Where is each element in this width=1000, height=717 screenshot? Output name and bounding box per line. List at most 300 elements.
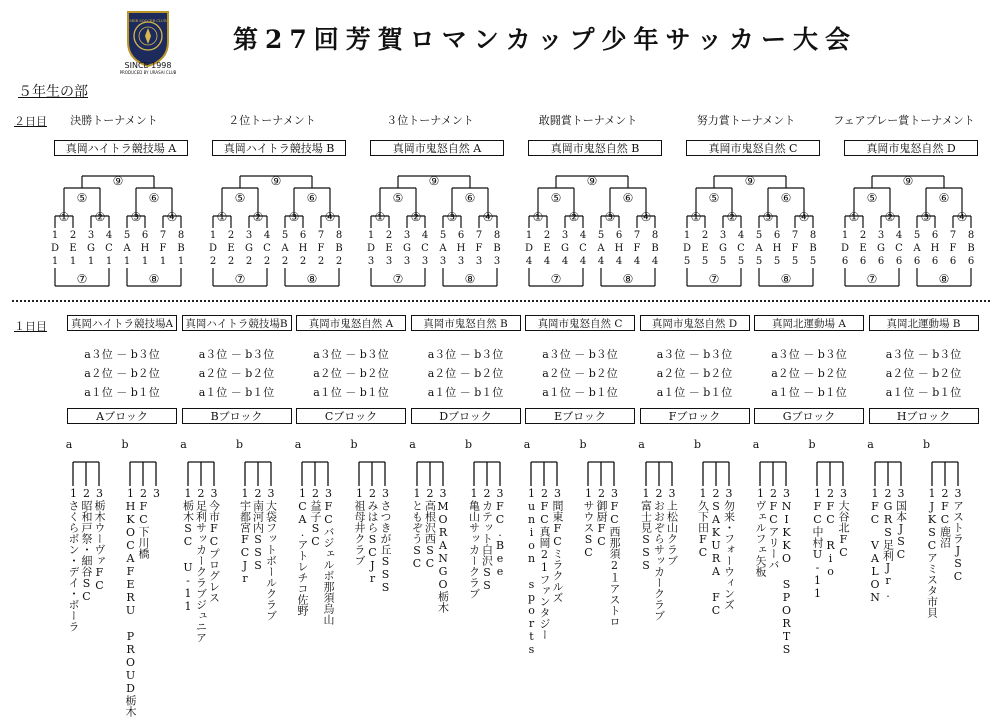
match-number: ③ xyxy=(604,210,616,224)
match-number: ⑥ xyxy=(148,191,160,205)
sub-a: a xyxy=(180,438,187,451)
match-row: a３位 － b３位 xyxy=(542,348,618,361)
group-rank: 1 xyxy=(51,256,59,267)
placement-number: ⑧ xyxy=(622,272,634,286)
sub-a: a xyxy=(867,438,874,451)
sub-b: b xyxy=(579,438,587,451)
group-rank: 6 xyxy=(895,256,903,267)
match-row: a２位 － b２位 xyxy=(542,367,618,380)
match-number: ⑥ xyxy=(306,191,318,205)
group-rank: 5 xyxy=(791,256,799,267)
slot-number: 2 xyxy=(701,230,709,241)
tournament-bracket xyxy=(364,168,514,298)
final-number: ⑨ xyxy=(270,174,282,188)
match-row: a２位 － b２位 xyxy=(84,367,160,380)
team-name: 2カテット白沢SS xyxy=(480,487,494,592)
slot-number: 4 xyxy=(263,230,271,241)
divider xyxy=(12,300,990,302)
group-rank: 4 xyxy=(525,256,533,267)
team-name: 2FC Rio xyxy=(824,487,837,578)
slot-number: 1 xyxy=(841,230,849,241)
venue-box: 真岡市鬼怒自然 A xyxy=(296,315,406,331)
group-rank: 6 xyxy=(949,256,957,267)
group-letter: E xyxy=(227,243,235,254)
logo-ring-text: SEIR SOCCER CLUB xyxy=(129,19,167,23)
match-number: ① xyxy=(216,210,228,224)
group-rank: 5 xyxy=(701,256,709,267)
slot-number: 2 xyxy=(69,230,77,241)
match-number: ② xyxy=(252,210,264,224)
team-name: 3上松山クラブ xyxy=(665,487,679,566)
group-rank: 2 xyxy=(281,256,289,267)
slot-number: 4 xyxy=(579,230,587,241)
team-name: 2FCアリーバ xyxy=(767,487,780,570)
tournament-name: 敢闘賞トーナメント xyxy=(538,114,638,127)
group-letter: A xyxy=(913,243,921,254)
group-rank: 4 xyxy=(579,256,587,267)
group-letter: E xyxy=(701,243,709,254)
group-rank: 6 xyxy=(841,256,849,267)
slot-number: 6 xyxy=(141,230,149,241)
placement-number: ⑧ xyxy=(306,272,318,286)
block-box: Bブロック xyxy=(182,408,292,424)
team-name: 3国本JSC xyxy=(894,487,908,561)
group-letter: F xyxy=(633,243,641,254)
tournament-venue: 真岡市鬼怒自然 B xyxy=(528,140,662,156)
group-letter: H xyxy=(930,243,940,254)
match-row: a２位 － b２位 xyxy=(427,367,504,380)
match-row: a３位 － b３位 xyxy=(313,348,389,361)
match-row: a２位 － b２位 xyxy=(313,367,389,380)
venue-box: 真岡ハイトラ競技場A xyxy=(67,315,177,331)
placement-number: ⑧ xyxy=(464,272,476,286)
match-row: a１位 － b１位 xyxy=(198,386,275,399)
sub-a: a xyxy=(294,438,302,451)
group-letter: B xyxy=(809,243,817,254)
group-letter: C xyxy=(105,243,113,254)
group-letter: G xyxy=(403,243,411,254)
group-rank: 6 xyxy=(877,256,885,267)
placement-number: ⑧ xyxy=(938,272,950,286)
block-box: Aブロック xyxy=(67,408,177,424)
slot-number: 6 xyxy=(931,230,939,241)
team-name: 1ヴェルフェ矢板 xyxy=(754,487,767,577)
match-number: ⑥ xyxy=(938,191,950,205)
team-name: 1さくらボン・デイ・ボーラ xyxy=(67,487,80,632)
slot-number: 1 xyxy=(683,230,691,241)
match-number: ② xyxy=(410,210,422,224)
venue-box: 真岡市鬼怒自然 C xyxy=(525,315,635,331)
team-name: 3さつきが丘SSS xyxy=(379,487,392,594)
group-letter: G xyxy=(561,243,569,254)
team-name: 1亀山サッカークラブ xyxy=(467,487,481,599)
group-letter: F xyxy=(475,243,483,254)
group-rank: 3 xyxy=(493,256,501,267)
group-rank: 1 xyxy=(87,256,95,267)
team-name: 3FC西那須2１アストロ xyxy=(608,487,621,627)
block-box: Fブロック xyxy=(640,408,750,424)
group-rank: 6 xyxy=(859,256,867,267)
team-name: 2御厨FC xyxy=(595,487,608,548)
team-name: 1union sports xyxy=(525,487,538,656)
group-rank: 6 xyxy=(931,256,939,267)
match-number: ⑤ xyxy=(866,191,878,205)
match-row: a３位 － b３位 xyxy=(84,348,160,361)
league-lines xyxy=(754,458,864,490)
sub-b: b xyxy=(235,438,244,451)
slot-number: 3 xyxy=(87,230,95,241)
final-number: ⑨ xyxy=(902,174,914,188)
placement-number: ⑦ xyxy=(866,272,878,286)
slot-number: 3 xyxy=(245,230,253,241)
group-rank: 4 xyxy=(615,256,623,267)
league-lines xyxy=(640,458,750,490)
group-letter: E xyxy=(543,243,551,254)
team-name: 2おおぞらサッカークラブ xyxy=(652,487,666,621)
logo-sub: PRODUCED BY URASAI CLUB xyxy=(119,70,177,75)
tournament-venue: 真岡市鬼怒自然 C xyxy=(686,140,820,156)
slot-number: 4 xyxy=(737,230,745,241)
match-row: a２位 － b２位 xyxy=(656,367,733,380)
group-letter: H xyxy=(614,243,624,254)
group-rank: 5 xyxy=(719,256,727,267)
slot-number: 5 xyxy=(755,230,763,241)
match-row: a２位 － b２位 xyxy=(885,367,962,380)
team-name: 2SAKURA FC xyxy=(709,487,723,617)
group-letter: C xyxy=(895,243,903,254)
group-letter: A xyxy=(755,243,763,254)
team-name: 3勿来・フォーウィンズ xyxy=(722,487,736,610)
slot-number: 7 xyxy=(475,230,483,241)
group-rank: 4 xyxy=(597,256,605,267)
page-title: 第27回芳賀ロマンカップ少年サッカー大会 xyxy=(232,25,858,54)
block-box: Gブロック xyxy=(754,408,864,424)
placement-number: ⑦ xyxy=(708,272,720,286)
group-letter: F xyxy=(791,243,799,254)
group-letter: E xyxy=(69,243,77,254)
group-rank: 6 xyxy=(913,256,921,267)
group-rank: 3 xyxy=(457,256,465,267)
match-row: a１位 － b１位 xyxy=(771,386,847,399)
match-number: ⑥ xyxy=(622,191,634,205)
group-letter: H xyxy=(298,243,308,254)
league-lines xyxy=(411,458,521,490)
group-letter: B xyxy=(967,243,975,254)
slot-number: 6 xyxy=(773,230,781,241)
match-number: ② xyxy=(726,210,738,224)
match-row: a１位 － b１位 xyxy=(84,386,160,399)
group-letter: C xyxy=(737,243,745,254)
league-lines xyxy=(67,458,177,490)
tournament-name: ２位トーナメント xyxy=(228,114,316,127)
club-logo xyxy=(124,10,172,68)
match-number: ③ xyxy=(130,210,142,224)
team-name: 3FCバジェルボ那須烏山 xyxy=(322,487,335,625)
tournament-name: ３位トーナメント xyxy=(386,114,474,127)
match-number: ① xyxy=(848,210,860,224)
match-number: ④ xyxy=(482,210,494,224)
team-name: 3間東FCミラクルズ xyxy=(551,487,564,603)
slot-number: 2 xyxy=(385,230,393,241)
group-rank: 3 xyxy=(367,256,375,267)
group-letter: H xyxy=(140,243,150,254)
match-number: ② xyxy=(568,210,580,224)
team-name: 1祖母井クラブ xyxy=(353,487,366,566)
sub-b: b xyxy=(350,438,358,451)
placement-number: ⑦ xyxy=(76,272,88,286)
match-number: ⑥ xyxy=(780,191,792,205)
slot-number: 6 xyxy=(299,230,307,241)
match-row: a１位 － b１位 xyxy=(885,386,962,399)
group-letter: G xyxy=(719,243,727,254)
group-rank: 4 xyxy=(561,256,569,267)
group-letter: H xyxy=(456,243,466,254)
group-letter: C xyxy=(421,243,429,254)
match-number: ④ xyxy=(956,210,968,224)
group-letter: C xyxy=(579,243,587,254)
slot-number: 7 xyxy=(949,230,957,241)
slot-number: 5 xyxy=(913,230,921,241)
match-number: ③ xyxy=(446,210,458,224)
team-name: 1HKOCAFERU PROUD栃木 xyxy=(124,487,137,717)
team-name: 3アストラJSC xyxy=(951,487,965,583)
group-rank: 3 xyxy=(403,256,411,267)
group-letter: D xyxy=(366,243,376,254)
match-row: a３位 － b３位 xyxy=(771,348,847,361)
team-name: 3大谷北FC xyxy=(837,487,850,559)
group-letter: C xyxy=(263,243,271,254)
group-letter: F xyxy=(159,243,167,254)
group-letter: B xyxy=(177,243,185,254)
final-number: ⑨ xyxy=(586,174,598,188)
match-number: ⑥ xyxy=(464,191,476,205)
sub-b: b xyxy=(693,438,702,451)
slot-number: 3 xyxy=(403,230,411,241)
group-rank: 5 xyxy=(809,256,817,267)
slot-number: 7 xyxy=(159,230,167,241)
slot-number: 4 xyxy=(421,230,429,241)
slot-number: 6 xyxy=(615,230,623,241)
team-name: 1FC VALON xyxy=(868,487,882,604)
group-rank: 1 xyxy=(177,256,185,267)
tournament-venue: 真岡ハイトラ競技場 A xyxy=(54,140,188,156)
group-rank: 2 xyxy=(299,256,307,267)
match-number: ③ xyxy=(920,210,932,224)
group-rank: 3 xyxy=(439,256,447,267)
slot-number: 1 xyxy=(525,230,533,241)
group-rank: 3 xyxy=(475,256,483,267)
block-box: Cブロック xyxy=(296,408,406,424)
sub-b: b xyxy=(808,438,816,451)
slot-number: 7 xyxy=(791,230,799,241)
league-lines xyxy=(296,458,406,490)
slot-number: 5 xyxy=(123,230,131,241)
league-lines xyxy=(869,458,979,490)
group-rank: 2 xyxy=(335,256,343,267)
team-name: 1富士見SSS xyxy=(639,487,653,572)
slot-number: 2 xyxy=(859,230,867,241)
logo-since: SINCE 1998 xyxy=(124,61,172,70)
group-rank: 1 xyxy=(123,256,131,267)
slot-number: 3 xyxy=(561,230,569,241)
match-number: ④ xyxy=(798,210,810,224)
group-rank: 5 xyxy=(773,256,781,267)
block-box: Dブロック xyxy=(411,408,521,424)
group-letter: A xyxy=(439,243,447,254)
group-letter: G xyxy=(877,243,885,254)
team-name: 1ともぞうSC xyxy=(410,487,424,570)
match-number: ⑤ xyxy=(76,191,88,205)
team-name: 2昭和戸祭・細谷SC xyxy=(80,487,93,603)
league-lines xyxy=(525,458,635,490)
slot-number: 5 xyxy=(597,230,605,241)
team-name: 3MORANGO栃木 xyxy=(436,487,450,613)
slot-number: 4 xyxy=(895,230,903,241)
group-rank: 4 xyxy=(543,256,551,267)
tournament-venue: 真岡ハイトラ競技場 B xyxy=(212,140,346,156)
team-name: 1サウスSC xyxy=(582,487,595,559)
tournament-bracket xyxy=(48,168,198,298)
group-rank: 2 xyxy=(227,256,235,267)
slot-number: 3 xyxy=(719,230,727,241)
team-name: 2FC真岡21ファンタジー xyxy=(538,487,551,640)
match-row: a１位 － b１位 xyxy=(427,386,504,399)
placement-number: ⑦ xyxy=(550,272,562,286)
slot-number: 8 xyxy=(335,230,343,241)
match-number: ① xyxy=(374,210,386,224)
slot-number: 7 xyxy=(317,230,325,241)
match-number: ③ xyxy=(288,210,300,224)
tournament-name: 決勝トーナメント xyxy=(70,114,158,127)
group-rank: 2 xyxy=(209,256,217,267)
team-name: 1久下田FC xyxy=(696,487,710,559)
match-number: ① xyxy=(532,210,544,224)
match-row: a３位 － b３位 xyxy=(885,348,962,361)
team-name: 2みはらSCJr xyxy=(366,487,379,585)
team-name: 3NIKKO SPORTS xyxy=(780,487,793,656)
match-row: a２位 － b２位 xyxy=(198,367,275,380)
group-letter: D xyxy=(208,243,218,254)
tournament-bracket xyxy=(838,168,988,298)
group-letter: D xyxy=(840,243,850,254)
placement-number: ⑧ xyxy=(780,272,792,286)
team-name: 2南河内SSS xyxy=(251,487,265,572)
sub-a: a xyxy=(638,438,645,451)
group-rank: 2 xyxy=(263,256,271,267)
group-rank: 3 xyxy=(421,256,429,267)
group-rank: 4 xyxy=(651,256,659,267)
block-box: Hブロック xyxy=(869,408,979,424)
team-name: 3栃木ウーヴァFC xyxy=(93,487,106,592)
tournament-venue: 真岡市鬼怒自然 A xyxy=(370,140,504,156)
match-row: a３位 － b３位 xyxy=(198,348,275,361)
placement-number: ⑦ xyxy=(234,272,246,286)
group-letter: E xyxy=(385,243,393,254)
team-name: 2高根沢西SC xyxy=(423,487,437,570)
match-number: ② xyxy=(884,210,896,224)
slot-number: 6 xyxy=(457,230,465,241)
match-number: ④ xyxy=(640,210,652,224)
group-rank: 1 xyxy=(105,256,113,267)
group-rank: 1 xyxy=(69,256,77,267)
team-name: 1FC中村U-11 xyxy=(811,487,824,600)
slot-number: 5 xyxy=(439,230,447,241)
slot-number: 1 xyxy=(209,230,217,241)
slot-number: 8 xyxy=(809,230,817,241)
match-number: ④ xyxy=(324,210,336,224)
group-rank: 5 xyxy=(755,256,763,267)
group-rank: 6 xyxy=(967,256,975,267)
sub-b: b xyxy=(121,438,129,451)
group-letter: A xyxy=(123,243,131,254)
slot-number: 1 xyxy=(367,230,375,241)
slot-number: 7 xyxy=(633,230,641,241)
sub-a: a xyxy=(523,438,531,451)
sub-b: b xyxy=(922,438,931,451)
venue-box: 真岡北運動場 B xyxy=(869,315,979,331)
group-letter: B xyxy=(493,243,501,254)
day1-label: １日目 xyxy=(14,320,47,333)
league-lines xyxy=(182,458,292,490)
final-number: ⑨ xyxy=(112,174,124,188)
group-letter: A xyxy=(597,243,605,254)
group-rank: 2 xyxy=(317,256,325,267)
group-letter: D xyxy=(682,243,692,254)
group-letter: F xyxy=(317,243,325,254)
day2-label: ２日目 xyxy=(14,115,47,128)
match-number: ⑤ xyxy=(550,191,562,205)
match-row: a３位 － b３位 xyxy=(656,348,733,361)
match-number: ① xyxy=(58,210,70,224)
slot-number: 1 xyxy=(51,230,59,241)
slot-number: 8 xyxy=(177,230,185,241)
match-number: ⑤ xyxy=(234,191,246,205)
slot-number: 3 xyxy=(877,230,885,241)
group-letter: G xyxy=(87,243,95,254)
slot-number: 5 xyxy=(281,230,289,241)
group-letter: D xyxy=(50,243,60,254)
tournament-name: フェアプレー賞トーナメント xyxy=(833,114,975,127)
sub-a: a xyxy=(752,438,760,451)
tournament-bracket xyxy=(522,168,672,298)
group-letter: B xyxy=(335,243,343,254)
group-rank: 4 xyxy=(633,256,641,267)
match-row: a２位 － b２位 xyxy=(771,367,847,380)
match-number: ② xyxy=(94,210,106,224)
placement-number: ⑧ xyxy=(148,272,160,286)
team-name: 2FC鹿沼 xyxy=(938,487,952,548)
team-name: 2GRS足利Jr. xyxy=(881,487,895,600)
group-rank: 2 xyxy=(245,256,253,267)
group-letter: B xyxy=(651,243,659,254)
match-row: a１位 － b１位 xyxy=(656,386,733,399)
sub-a: a xyxy=(409,438,416,451)
team-name: 3大袋フットボールクラブ xyxy=(264,487,278,621)
team-name: 1栃木SC U-11 xyxy=(181,487,195,613)
team-name: 3今市FCプログレス xyxy=(207,487,221,603)
venue-box: 真岡ハイトラ競技場B xyxy=(182,315,292,331)
match-row: a３位 － b３位 xyxy=(427,348,504,361)
sub-a: a xyxy=(65,438,73,451)
venue-box: 真岡市鬼怒自然 B xyxy=(411,315,521,331)
group-letter: A xyxy=(281,243,289,254)
section-title: ５年生の部 xyxy=(18,84,88,100)
group-rank: 5 xyxy=(737,256,745,267)
slot-number: 2 xyxy=(543,230,551,241)
slot-number: 8 xyxy=(967,230,975,241)
match-number: ⑤ xyxy=(708,191,720,205)
slot-number: 2 xyxy=(227,230,235,241)
